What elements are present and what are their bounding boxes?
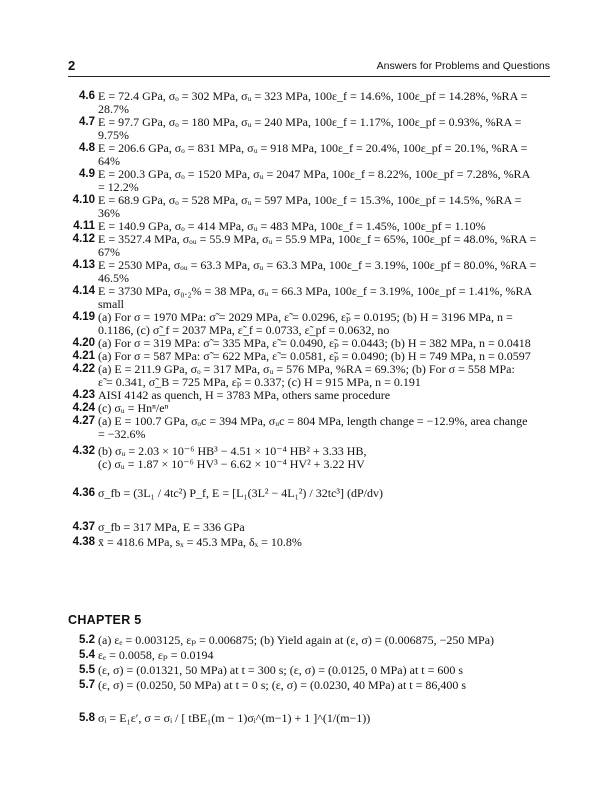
answer-text: E = 68.9 GPa, σₒ = 528 MPa, σᵤ = 597 MPa, 100ε_f = 15.3%, 100ε_pf = 14.5%, %RA = 36%: [98, 193, 522, 221]
answer-number: 4.9: [79, 168, 95, 180]
answer-number: 4.6: [79, 90, 95, 102]
chapter-5-heading: CHAPTER 5: [68, 613, 142, 627]
header-rule: [68, 76, 550, 77]
answer-number: 5.2: [79, 634, 95, 646]
answer-number: 4.23: [72, 389, 95, 401]
answer-number: 4.11: [73, 220, 95, 232]
page-number: 2: [68, 58, 76, 73]
answer-4-9: [68, 168, 550, 194]
answer-number: 4.14: [72, 285, 95, 297]
answer-4-36: [68, 473, 550, 521]
answer-4-14: [68, 285, 550, 311]
answer-number: 4.38: [72, 536, 95, 548]
answer-text: σ_fb = 317 MPa, E = 336 GPa: [98, 520, 245, 534]
answer-number: 4.21: [72, 350, 95, 362]
answer-text: (ε, σ) = (0.0250, 50 MPa) at t = 0 s; (ε, σ) = (0.0230, 40 MPa) at t = 86,400 s: [98, 678, 467, 692]
answer-4-37: [68, 521, 550, 536]
answer-number: 4.22: [72, 363, 95, 375]
answer-number: 4.36: [72, 487, 95, 499]
answer-text: (a) For σ = 1970 MPa: σ̃ = 2029 MPa, ε̃ = 0.0296, ε̃ₚ = 0.0195; (b) H = 3196 MPa, n = 0.1186, (c) σ̃_f = 2037 MPa, ε̃_f = 0.0733, ε̃_pf = 0.0632, no: [98, 310, 513, 338]
answer-text: (b) σᵤ = 2.03 × 10⁻⁶ HB³ − 4.51 × 10⁻⁴ HB² + 3.33 HB, (c) σᵤ = 1.87 × 10⁻⁶ HV³ − 6.62 × 10⁻⁴ HV² + 3.22 HV: [98, 444, 367, 472]
answer-text: E = 97.7 GPa, σₒ = 180 MPa, σᵤ = 240 MPa, 100ε_f = 1.17%, 100ε_pf = 0.93%, %RA = 9.75%: [98, 115, 522, 143]
answer-number: 5.5: [79, 664, 95, 676]
answer-4-22: [68, 363, 550, 389]
answer-text: AISI 4142 as quench, H = 3783 MPa, others same procedure: [98, 388, 391, 402]
answer-number: 4.12: [72, 233, 95, 245]
answer-4-13: [68, 259, 550, 285]
answer-number: 5.8: [79, 712, 95, 724]
answer-number: 4.8: [79, 142, 95, 154]
answer-5-8: [68, 694, 550, 742]
answer-text: (c) σᵤ = Hnⁿ/eⁿ: [98, 401, 169, 415]
answer-text: (a) E = 100.7 GPa, σₒc = 394 MPa, σᵤc = 804 MPa, length change = −12.9%, area change = −32.6%: [98, 414, 528, 442]
answer-number: 4.19: [72, 311, 95, 323]
answer-4-6: [68, 90, 550, 116]
answer-text: E = 200.3 GPa, σₒ = 1520 MPa, σᵤ = 2047 MPa, 100ε_f = 8.22%, 100ε_pf = 7.28%, %RA = 12.2%: [98, 167, 531, 195]
answer-5-7: [68, 679, 550, 694]
answer-text: εₑ = 0.0058, εₚ = 0.0194: [98, 648, 214, 662]
answer-5-4: [68, 649, 550, 664]
answer-number: 4.27: [72, 415, 95, 427]
answer-text: E = 140.9 GPa, σₒ = 414 MPa, σᵤ = 483 MPa, 100ε_f = 1.45%, 100ε_pf = 1.10%: [98, 219, 486, 233]
answer-number: 5.7: [79, 679, 95, 691]
answer-text: (a) εₑ = 0.003125, εₚ = 0.006875; (b) Yield again at (ε, σ) = (0.006875, −250 MPa): [98, 633, 495, 647]
answer-text: σ_fb = (3L₁ / 4tc²) P_f, E = [L₁(3L² − 4L₁²) / 32tc³] (dP/dv): [98, 486, 383, 500]
answer-text: E = 3730 MPa, σ₀.₂% = 38 MPa, σᵤ = 66.3 MPa, 100ε_f = 3.19%, 100ε_pf = 1.41%, %RA small: [98, 284, 533, 312]
answer-number: 5.4: [79, 649, 95, 661]
answer-5-5: [68, 664, 550, 679]
chapter4-answers: [68, 90, 550, 551]
answer-4-32: [68, 441, 550, 473]
answer-4-38: [68, 536, 550, 551]
answer-text: (a) E = 211.9 GPa, σₒ = 317 MPa, σᵤ = 576 MPa, %RA = 69.3%; (b) For σ = 558 MPa: ε̃ = 0.341, σ̃_B = 725 MPa, ε̃ₚ = 0.337; (c) H = 915 MPa, n = 0.191: [98, 362, 515, 390]
answer-4-12: [68, 233, 550, 259]
answer-number: 4.20: [72, 337, 95, 349]
answer-text: (a) For σ = 319 MPa: σ̃ = 335 MPa, ε̃ = 0.0490, ε̃ₚ = 0.0443; (b) H = 382 MPa, n = 0.0418: [98, 336, 531, 350]
answer-4-8: [68, 142, 550, 168]
answer-4-27: [68, 415, 550, 441]
answer-text: E = 3527.4 MPa, σₒᵤ = 55.9 MPa, σᵤ = 55.9 MPa, 100ε_f = 65%, 100ε_pf = 48.0%, %RA = 67%: [98, 232, 537, 260]
answer-text: x̄ = 418.6 MPa, sₓ = 45.3 MPa, δₓ = 10.8%: [98, 535, 302, 549]
answer-number: 4.24: [72, 402, 95, 414]
answer-number: 4.37: [72, 521, 95, 533]
answer-text: (ε, σ) = (0.01321, 50 MPa) at t = 300 s; (ε, σ) = (0.0125, 0 MPa) at t = 600 s: [98, 663, 464, 677]
answer-5-2: [68, 634, 550, 649]
answer-text: E = 206.6 GPa, σₒ = 831 MPa, σᵤ = 918 MPa, 100ε_f = 20.4%, 100ε_pf = 20.1%, %RA = 64%: [98, 141, 528, 169]
page-header: [68, 58, 550, 74]
chapter5-answers: [68, 634, 550, 742]
answer-text: σᵢ = E₁ε′, σ = σᵢ / [ tBE₁(m − 1)σᵢ^(m−1) + 1 ]^(1/(m−1)): [98, 711, 371, 725]
answer-number: 4.32: [72, 445, 95, 457]
answer-number: 4.10: [72, 194, 95, 206]
running-title: Answers for Problems and Questions: [376, 60, 550, 72]
answer-text: E = 72.4 GPa, σₒ = 302 MPa, σᵤ = 323 MPa, 100ε_f = 14.6%, 100ε_pf = 14.28%, %RA = 28.7%: [98, 89, 528, 117]
answer-number: 4.7: [79, 116, 95, 128]
answer-4-19: [68, 311, 550, 337]
answer-4-10: [68, 194, 550, 220]
answer-4-7: [68, 116, 550, 142]
answer-text: E = 2530 MPa, σₒᵤ = 63.3 MPa, σᵤ = 63.3 MPa, 100ε_f = 3.19%, 100ε_pf = 80.0%, %RA = 46.5%: [98, 258, 537, 286]
answer-number: 4.13: [72, 259, 95, 271]
answer-text: (a) For σ = 587 MPa: σ̃ = 622 MPa, ε̃ = 0.0581, ε̃ₚ = 0.0490; (b) H = 749 MPa, n = 0.0597: [98, 349, 531, 363]
